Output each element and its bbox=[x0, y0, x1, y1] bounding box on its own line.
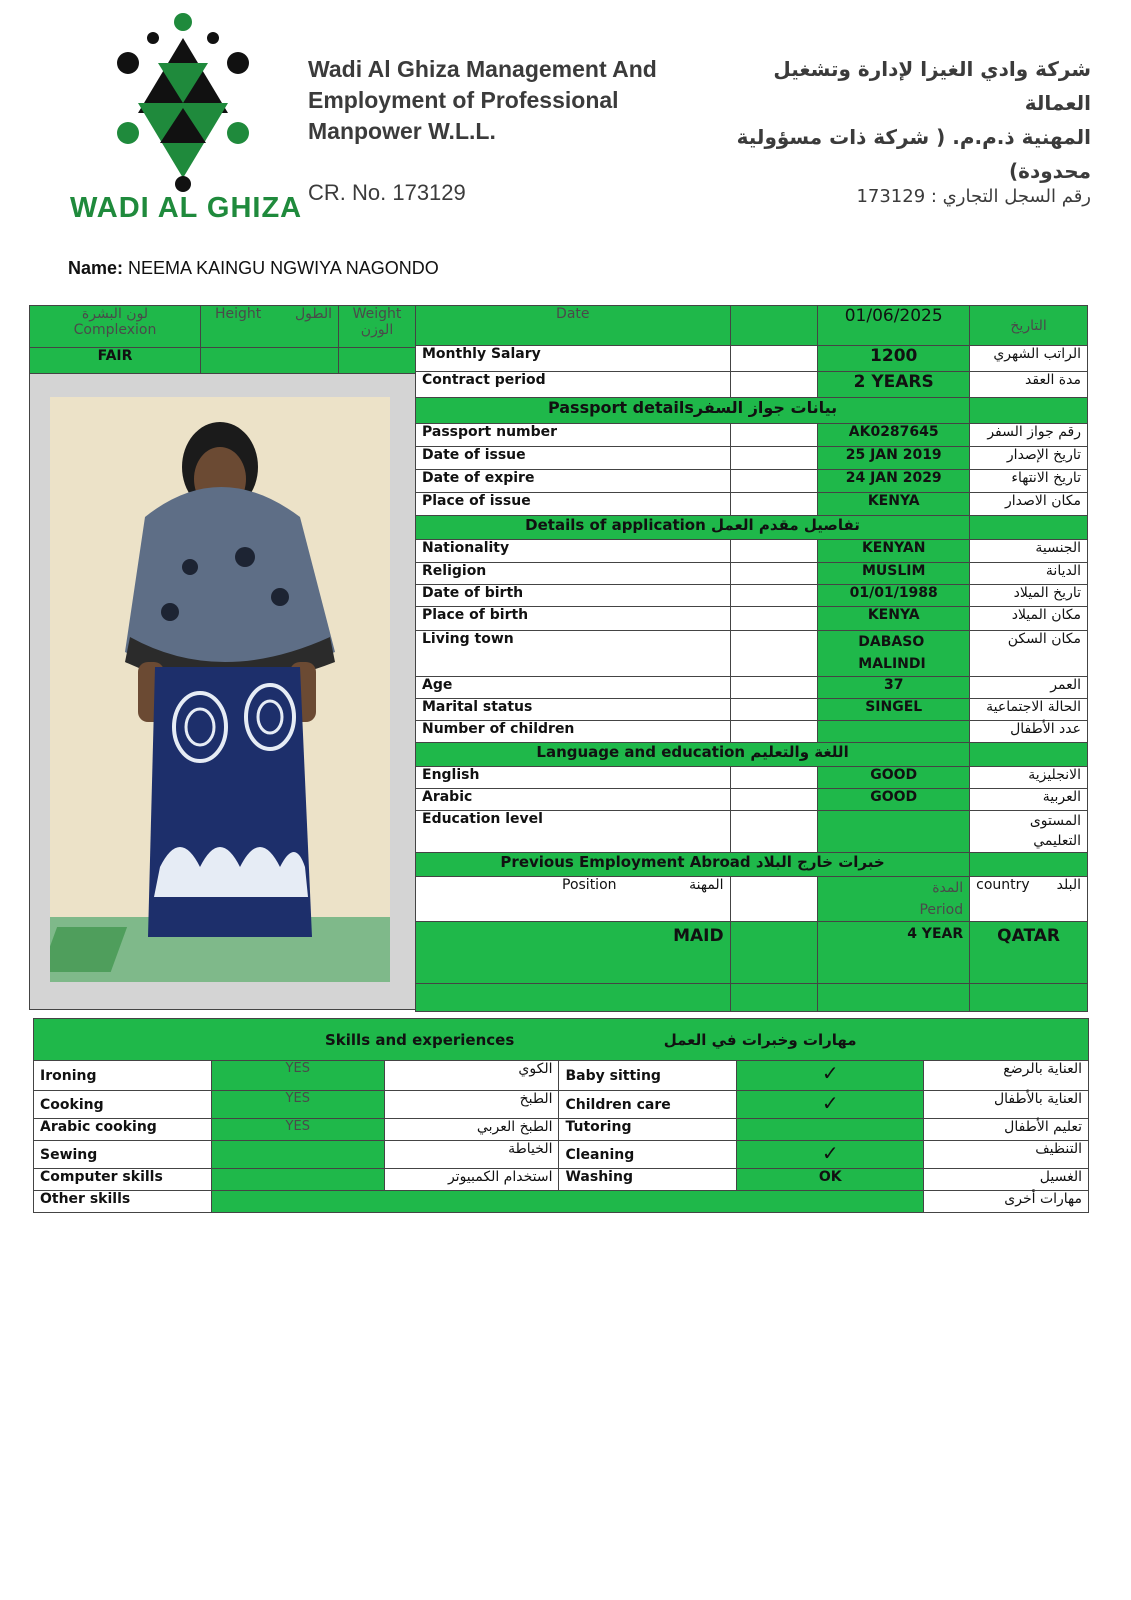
company-name-en-line: Employment of Professional bbox=[308, 87, 619, 113]
cr-number-ar: رقم السجل التجاري : 173129 bbox=[856, 186, 1091, 207]
complexion-header bbox=[30, 306, 201, 348]
date-label: Date bbox=[416, 306, 731, 346]
skill-label: Children care bbox=[559, 1091, 737, 1119]
blank-cell bbox=[730, 631, 818, 677]
company-name-ar-line: محدودة) bbox=[1009, 159, 1091, 183]
salary-value: 1200 bbox=[818, 346, 970, 372]
logo-graphic bbox=[98, 8, 268, 193]
blank-cell bbox=[730, 470, 818, 493]
complexion-label-en: Complexion bbox=[73, 322, 157, 338]
skill-label-ar: التنظيف bbox=[924, 1141, 1089, 1169]
english-value: GOOD bbox=[818, 767, 970, 789]
passport-number-label: Passport number bbox=[416, 424, 731, 447]
pob-value: KENYA bbox=[818, 607, 970, 631]
arabic-label: Arabic bbox=[416, 789, 731, 811]
skill-label: Computer skills bbox=[34, 1169, 212, 1191]
physical-table bbox=[29, 305, 416, 1010]
skill-label-ar: الخياطة bbox=[384, 1141, 559, 1169]
dob-label: Date of birth bbox=[416, 585, 731, 607]
blank-cell bbox=[730, 721, 818, 743]
passport-section-header: Passport detailsبيانات جواز السفر bbox=[416, 398, 970, 424]
blank-cell bbox=[970, 984, 1088, 1012]
blank-cell bbox=[970, 743, 1088, 767]
contract-label-ar: مدة العقد bbox=[970, 372, 1088, 398]
other-skills-label-ar: مهارات أخرى bbox=[924, 1191, 1089, 1213]
company-logo bbox=[98, 8, 268, 193]
nationality-value: KENYAN bbox=[818, 540, 970, 563]
nationality-label: Nationality bbox=[416, 540, 731, 563]
skill-label-ar: العناية بالرضع bbox=[924, 1061, 1089, 1091]
place-of-issue-label: Place of issue bbox=[416, 493, 731, 516]
skill-label: Tutoring bbox=[559, 1119, 737, 1141]
other-skills-label: Other skills bbox=[34, 1191, 212, 1213]
place-of-issue-label-ar: مكان الاصدار bbox=[970, 493, 1088, 516]
position-value: MAID bbox=[416, 922, 731, 984]
marital-value: SINGEL bbox=[818, 699, 970, 721]
blank-cell bbox=[730, 493, 818, 516]
skill-value bbox=[737, 1119, 924, 1141]
education-label-ar-line: المستوى bbox=[1029, 813, 1081, 829]
contract-value: 2 YEARS bbox=[818, 372, 970, 398]
skill-label-ar: الغسيل bbox=[924, 1169, 1089, 1191]
blank-cell bbox=[730, 699, 818, 721]
skills-header bbox=[34, 1019, 1089, 1061]
complexion-label-ar: لون البشرة bbox=[81, 306, 149, 322]
cr-number-en: CR. No. 173129 bbox=[308, 180, 466, 205]
blank-cell bbox=[730, 585, 818, 607]
salary-label-ar: الراتب الشهري bbox=[970, 346, 1088, 372]
skill-label: Ironing bbox=[34, 1061, 212, 1091]
expire-date-label: Date of expire bbox=[416, 470, 731, 493]
religion-label-ar: الديانة bbox=[970, 563, 1088, 585]
english-label: English bbox=[416, 767, 731, 789]
skill-label-ar: الطبخ bbox=[384, 1091, 559, 1119]
living-town-value bbox=[818, 631, 970, 677]
details-table bbox=[415, 305, 1088, 1012]
position-header bbox=[416, 877, 731, 922]
blank-cell bbox=[730, 767, 818, 789]
nationality-label-ar: الجنسية bbox=[970, 540, 1088, 563]
height-header bbox=[201, 306, 339, 348]
country-value: QATAR bbox=[970, 922, 1088, 984]
marital-label-ar: الحالة الاجتماعية bbox=[970, 699, 1088, 721]
complexion-value: FAIR bbox=[30, 348, 201, 374]
blank-cell bbox=[730, 789, 818, 811]
check-icon: ✓ bbox=[737, 1141, 924, 1169]
check-icon: ✓ bbox=[737, 1061, 924, 1091]
blank-cell bbox=[730, 922, 818, 984]
blank-cell bbox=[730, 540, 818, 563]
blank-cell bbox=[730, 424, 818, 447]
education-label-ar bbox=[970, 811, 1088, 853]
blank-cell bbox=[730, 306, 818, 346]
expire-date-label-ar: تاريخ الانتهاء bbox=[970, 470, 1088, 493]
education-label: Education level bbox=[416, 811, 731, 853]
skill-value: YES bbox=[211, 1119, 384, 1141]
period-value: 4 YEAR bbox=[818, 922, 970, 984]
weight-label-en: Weight bbox=[352, 306, 402, 322]
blank-cell bbox=[730, 984, 818, 1012]
skill-value bbox=[211, 1141, 384, 1169]
application-section-header: Details of application تفاصيل مقدم العمل bbox=[416, 516, 970, 540]
blank-cell bbox=[730, 677, 818, 699]
education-value bbox=[818, 811, 970, 853]
living-town-line: MALINDI bbox=[858, 656, 926, 672]
skill-label-ar: الطبخ العربي bbox=[384, 1119, 559, 1141]
skill-label: Sewing bbox=[34, 1141, 212, 1169]
height-label-en: Height bbox=[215, 306, 262, 322]
children-label: Number of children bbox=[416, 721, 731, 743]
skill-label-ar: تعليم الأطفال bbox=[924, 1119, 1089, 1141]
place-of-issue-value: KENYA bbox=[818, 493, 970, 516]
blank-cell bbox=[730, 563, 818, 585]
position-label: Position bbox=[562, 877, 617, 893]
skill-label-ar: العناية بالأطفال bbox=[924, 1091, 1089, 1119]
weight-label-ar: الوزن bbox=[360, 322, 394, 338]
country-label: country bbox=[976, 877, 1030, 893]
blank-cell bbox=[730, 447, 818, 470]
skill-label: Washing bbox=[559, 1169, 737, 1191]
name-value: NEEMA KAINGU NGWIYA NAGONDO bbox=[128, 258, 439, 278]
blank-cell bbox=[730, 607, 818, 631]
period-label-ar: المدة bbox=[932, 880, 964, 896]
blank-cell bbox=[730, 877, 818, 922]
skill-value: OK bbox=[737, 1169, 924, 1191]
children-value bbox=[818, 721, 970, 743]
skills-title-ar: مهارات وخبرات في العمل bbox=[663, 1030, 857, 1049]
age-label: Age bbox=[416, 677, 731, 699]
blank-cell bbox=[970, 398, 1088, 424]
other-skills-value bbox=[211, 1191, 923, 1213]
skill-label: Baby sitting bbox=[559, 1061, 737, 1091]
skill-label-ar: الكوي bbox=[384, 1061, 559, 1091]
skills-title-en: Skills and experiences bbox=[325, 1030, 515, 1049]
children-label-ar: عدد الأطفال bbox=[970, 721, 1088, 743]
date-value: 01/06/2025 bbox=[818, 306, 970, 346]
logo-text: WADI AL GHIZA bbox=[70, 192, 303, 224]
skill-label: Arabic cooking bbox=[34, 1119, 212, 1141]
skill-label-ar: استخدام الكمبيوتر bbox=[384, 1169, 559, 1191]
skill-value: YES bbox=[211, 1061, 384, 1091]
living-town-label-ar: مكان السكن bbox=[970, 631, 1088, 677]
dob-label-ar: تاريخ الميلاد bbox=[970, 585, 1088, 607]
person-figure bbox=[50, 397, 390, 982]
english-label-ar: الانجليزية bbox=[970, 767, 1088, 789]
blank-cell bbox=[730, 372, 818, 398]
issue-date-label: Date of issue bbox=[416, 447, 731, 470]
blank-cell bbox=[818, 984, 970, 1012]
country-label-ar: البلد bbox=[1056, 877, 1081, 893]
applicant-photo bbox=[50, 397, 390, 982]
skill-label: Cooking bbox=[34, 1091, 212, 1119]
language-section-header: Language and education اللغة والتعليم bbox=[416, 743, 970, 767]
weight-header bbox=[339, 306, 416, 348]
blank-cell bbox=[730, 811, 818, 853]
company-name-ar bbox=[731, 52, 1091, 188]
skills-table bbox=[33, 1018, 1089, 1213]
skill-value: YES bbox=[211, 1091, 384, 1119]
religion-value: MUSLIM bbox=[818, 563, 970, 585]
pob-label-ar: مكان الميلاد bbox=[970, 607, 1088, 631]
marital-label: Marital status bbox=[416, 699, 731, 721]
applicant-name bbox=[68, 258, 439, 279]
arabic-value: GOOD bbox=[818, 789, 970, 811]
height-label-ar: الطول bbox=[294, 306, 332, 322]
photo-cell bbox=[30, 374, 416, 1010]
education-label-ar-line: التعليمي bbox=[1033, 833, 1081, 849]
company-name-en-line: Wadi Al Ghiza Management And bbox=[308, 56, 657, 82]
passport-number-value: AK0287645 bbox=[818, 424, 970, 447]
employment-section-header: Previous Employment Abroad خبرات خارج البلاد bbox=[416, 853, 970, 877]
arabic-label-ar: العربية bbox=[970, 789, 1088, 811]
age-value: 37 bbox=[818, 677, 970, 699]
religion-label: Religion bbox=[416, 563, 731, 585]
contract-label: Contract period bbox=[416, 372, 731, 398]
company-name-ar-line: شركة وادي الغيزا لإدارة وتشغيل العمالة bbox=[773, 57, 1091, 115]
date-label-ar: التاريخ bbox=[970, 306, 1088, 346]
position-label-ar: المهنة bbox=[689, 877, 724, 893]
blank-cell bbox=[730, 346, 818, 372]
blank-cell bbox=[970, 516, 1088, 540]
period-header bbox=[818, 877, 970, 922]
company-name-ar-line: المهنية ذ.م.م. ( شركة ذات مسؤولية bbox=[736, 125, 1091, 149]
check-icon: ✓ bbox=[737, 1091, 924, 1119]
passport-number-label-ar: رقم جواز السفر bbox=[970, 424, 1088, 447]
issue-date-label-ar: تاريخ الإصدار bbox=[970, 447, 1088, 470]
expire-date-value: 24 JAN 2029 bbox=[818, 470, 970, 493]
skill-value bbox=[211, 1169, 384, 1191]
weight-value bbox=[339, 348, 416, 374]
living-town-label: Living town bbox=[416, 631, 731, 677]
blank-cell bbox=[970, 853, 1088, 877]
height-value bbox=[201, 348, 339, 374]
age-label-ar: العمر bbox=[970, 677, 1088, 699]
country-header bbox=[970, 877, 1088, 922]
name-label: Name: bbox=[68, 258, 124, 278]
blank-cell bbox=[416, 984, 731, 1012]
company-name-en-line: Manpower W.L.L. bbox=[308, 118, 496, 144]
company-name-en bbox=[308, 54, 678, 147]
dob-value: 01/01/1988 bbox=[818, 585, 970, 607]
pob-label: Place of birth bbox=[416, 607, 731, 631]
period-label: Period bbox=[919, 902, 964, 918]
skill-label: Cleaning bbox=[559, 1141, 737, 1169]
salary-label: Monthly Salary bbox=[416, 346, 731, 372]
living-town-line: DABASO bbox=[858, 634, 925, 650]
issue-date-value: 25 JAN 2019 bbox=[818, 447, 970, 470]
